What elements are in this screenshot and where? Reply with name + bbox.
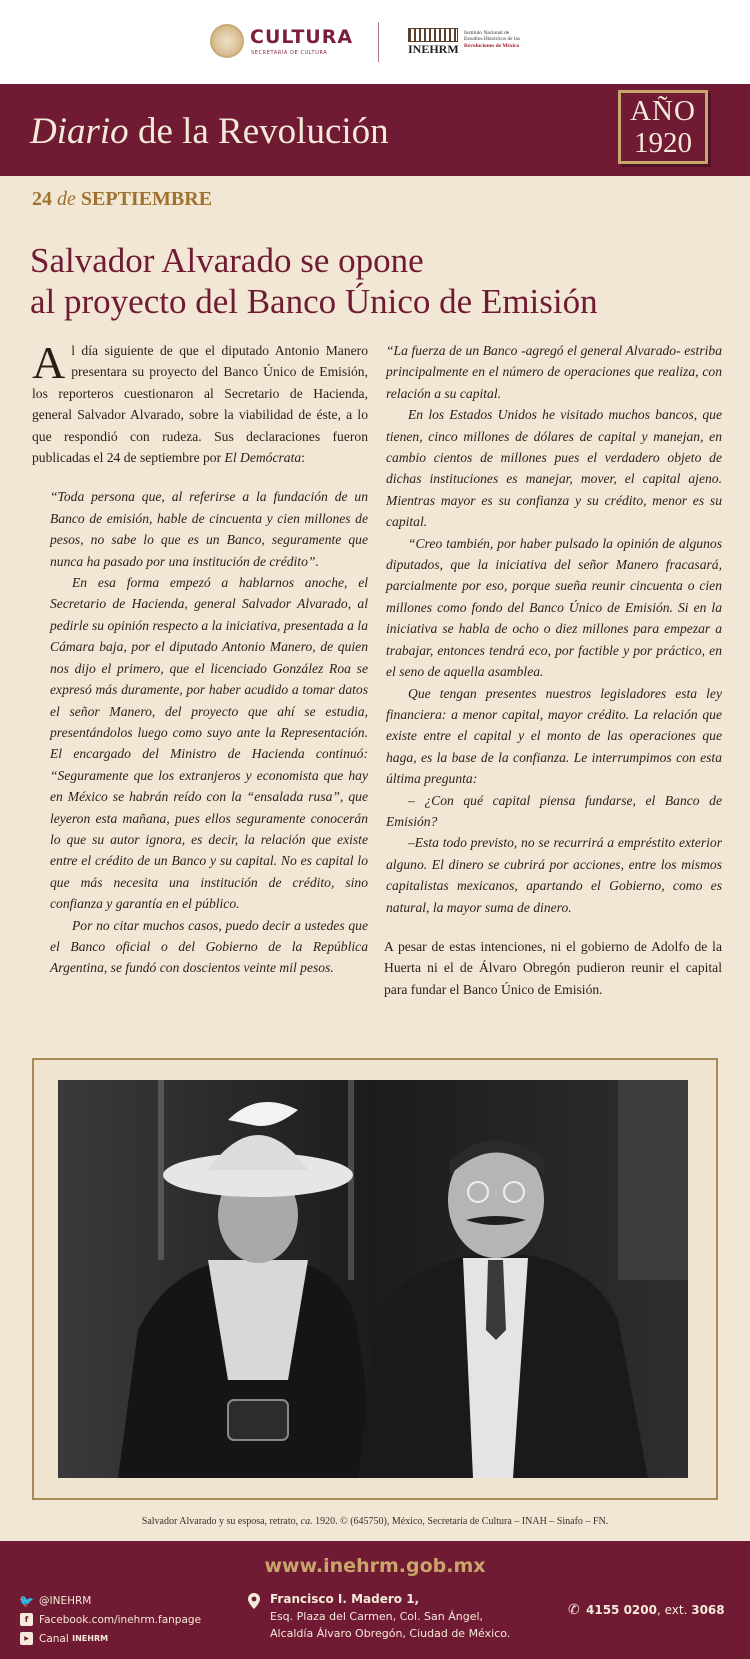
quote-block-right [386, 340, 722, 918]
building-icon [408, 28, 458, 42]
logo-divider [378, 22, 379, 62]
address-line: Alcaldía Álvaro Obregón, Ciudad de México. [270, 1627, 511, 1640]
inehrm-wordmark: INEHRM [408, 42, 459, 56]
masthead-title: Diario de la Revolución [30, 111, 389, 152]
drop-cap: A [32, 337, 66, 388]
cultura-wordmark: CULTURA [250, 26, 354, 48]
year-label: AÑO [630, 95, 696, 127]
article-column-left [32, 337, 368, 979]
cultura-logo[interactable] [210, 24, 360, 60]
portrait-illustration [58, 1080, 688, 1478]
address-block [248, 1591, 548, 1642]
facebook-icon: f [20, 1613, 33, 1626]
photo-frame [32, 1058, 718, 1500]
article-column-right [386, 340, 722, 1000]
cultura-subtitle: SECRETARÍA DE CULTURA [251, 50, 328, 56]
quote-paragraph: “Toda persona que, al referirse a la fundación de un Banco de emisión, hable de cincuenta y cien millones de pesos, no sabe lo que es un Banco, seguramente que nunca ha pasado por una institución de crédito”. [50, 489, 368, 569]
eagle-seal-icon [210, 24, 244, 58]
quote-paragraph: –Esta todo previsto, no se recurrirá a empréstito exterior alguno. El dinero se cubrirá por acciones, entre los mismos capitalistas mexicanos, apartando el Gobierno, como es natural, la mayor suma de dinero. [386, 835, 722, 915]
quote-paragraph: “La fuerza de un Banco -agregó el general Alvarado- estriba principalmente en el número de operaciones que realiza, con relación a su capital. [386, 343, 722, 401]
quote-paragraph: – ¿Con qué capital piensa fundarse, el Banco de Emisión? [386, 792, 722, 829]
historical-portrait-photo[interactable] [58, 1080, 688, 1478]
quote-paragraph: Por no citar muchos casos, puedo decir a ustedes que el Banco oficial o del Gobierno de la República Argentina, se fundó con doscientos veinte mil pesos. [50, 917, 368, 976]
article-headline: Salvador Alvarado se opone al proyecto del Banco Único de Emisión [30, 241, 598, 321]
social-links [20, 1591, 201, 1648]
facebook-link[interactable]: f Facebook.com/inehrm.fanpage [20, 1610, 201, 1629]
inehrm-logo[interactable] [406, 28, 546, 58]
address-line: Francisco I. Madero 1, [270, 1592, 420, 1606]
inehrm-subtitle: Instituto Nacional de Estudios Históricos de las Revoluciones de México [464, 30, 520, 49]
youtube-icon: ▶ [20, 1632, 33, 1645]
twitter-icon: 🐦 [19, 1593, 34, 1608]
quote-paragraph: Que tengan presentes nuestros legisladores esta ley financiera: a menor capital, mayor crédito. La relación que existe entre el capital y el monto de las operaciones que haga, es la base de la confianza. Le interrumpimos con esta última pregunta: [386, 685, 722, 787]
youtube-link[interactable]: ▶ Canal INEHRM [20, 1629, 201, 1648]
twitter-link[interactable]: 🐦 @INEHRM [19, 1593, 92, 1608]
phone-icon: ✆ [568, 1601, 580, 1618]
intro-paragraph: Al día siguiente de que el diputado Antonio Manero presentara su proyecto del Banco Único de Emisión, los reporteros cuestionaron al Secretario de Hacienda, general Salvador Alvarado, sobre la viabilidad de éste, a lo que respondió con rudeza. Sus declaraciones fueron publicadas el 24 de septiembre por El Demócrata: [32, 337, 368, 466]
quote-paragraph: “Creo también, por haber pulsado la opinión de algunos diputados, que la iniciativa del señor Manero fracasará, parcialmente por eso, porque sueña reunir cincuenta o cien millones como fondo del Banco Único de Emisión. Si en la iniciativa se habla de ocho o diez millones para empezar a trabajar, entonces tendrá eco, por factible y por práctico, en el seno de aquella asamblea. [386, 535, 722, 680]
year-number: 1920 [634, 127, 692, 159]
website-link[interactable]: www.inehrm.gob.mx [264, 1555, 486, 1577]
location-pin-icon [248, 1593, 260, 1609]
footer [0, 1541, 750, 1659]
quote-paragraph: En esa forma empezó a hablarnos anoche, el Secretario de Hacienda, general Salvador Alvarado, al pedirle su opinión respecto a la iniciativa, presentada a la Cámara baja, por el diputado Antonio Manero, de quien nos dijo el primero, que el licenciado González Roa se expresó más duramente, por haber acudido a tomar datos el señor Manero, del proyecto que ahí se estudia, presentándolos luego como suyo ante la Representación. El encargado del Ministro de Hacienda continuó: “Seguramente que los extranjeros y economista que hay en México se habrán reído con la “ensalada rusa”, que leyeron esta mañana, pues ellos seguramente conocerán lo que su autor ignora, es decir, la relación que existe entre el crédito de un Banco y su capital. No es capital lo que más necesita una institución de crédito, sino confianza y garantía en el público. [50, 575, 368, 912]
newspaper-name: El Demócrata [224, 450, 302, 466]
article-date: 24 de SEPTIEMBRE [32, 188, 213, 210]
top-logo-bar [0, 0, 750, 84]
closing-paragraph: A pesar de estas intenciones, ni el gobierno de Adolfo de la Huerta ni el de Álvaro Obregón pudieron reunir el capital para fundar el Banco Único de Emisión. [384, 938, 722, 997]
photo-caption: Salvador Alvarado y su esposa, retrato, ca. 1920. © (645750), México, Secretaría de Cultura – INAH – Sinafo – FN. [141, 1516, 609, 1527]
quote-paragraph: En los Estados Unidos he visitado muchos bancos, que tienen, cinco millones de dólares de capital y manejan, en cambio cientos de millones pues el verdadero objeto de dichas instituciones es manejar, mover, el capital ajeno. Mientras mayor es su confianza y su crédito, menor es su capital. [386, 407, 722, 530]
quote-block-left [32, 486, 368, 978]
phone-contact[interactable]: ✆ 4155 0200, ext. 3068 [568, 1601, 725, 1618]
address-line: Esq. Plaza del Carmen, Col. San Ángel, [270, 1610, 484, 1623]
year-badge [618, 90, 708, 164]
